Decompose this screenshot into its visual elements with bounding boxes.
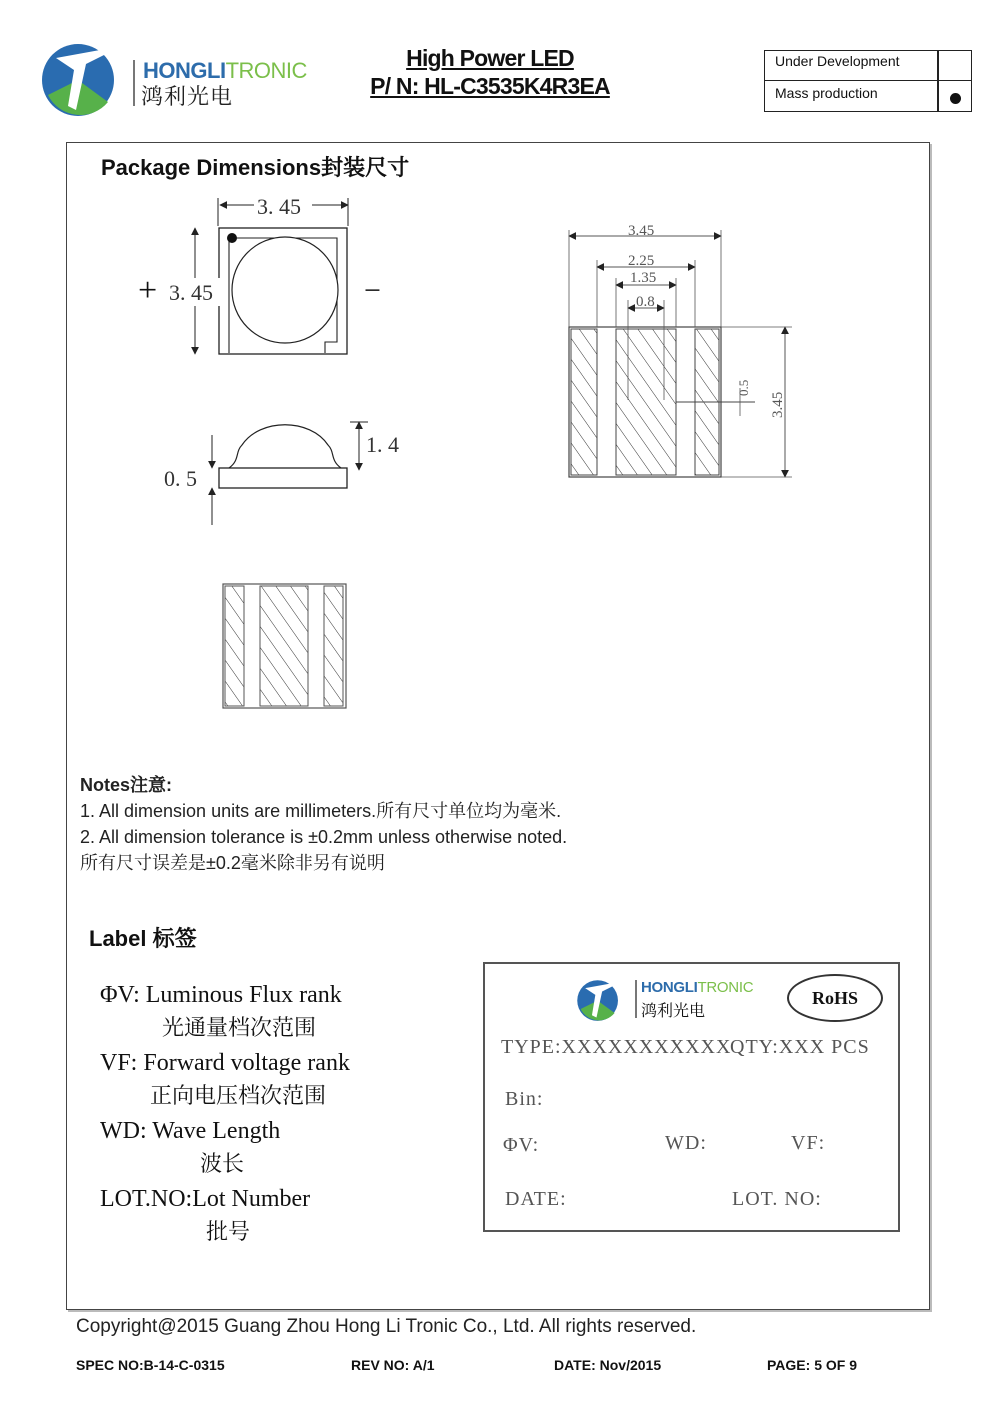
label-legend xyxy=(100,978,350,1250)
label-qty: QTY:XXX PCS xyxy=(730,1036,870,1058)
copyright: Copyright@2015 Guang Zhou Hong Li Tronic Co., Ltd. All rights reserved. xyxy=(76,1316,697,1337)
base-height-label: 0. 5 xyxy=(164,466,197,491)
brand-name: HONGLITRONIC xyxy=(143,58,307,83)
legend-item-en: LOT.NO:Lot Number xyxy=(100,1186,311,1212)
label-bin: Bin: xyxy=(505,1088,544,1110)
selected-status-dot-icon xyxy=(950,93,961,104)
legend-item-cn: 正向电压档次范围 xyxy=(150,1084,327,1109)
bottom-view-small xyxy=(223,584,346,708)
note-line-1: 1. All dimension units are millimeters.所有尺寸单位均为毫米. xyxy=(80,801,562,821)
logo-divider xyxy=(133,60,135,106)
center-pad-label: 0.8 xyxy=(636,294,655,310)
label-brand-name-cn: 鸿利光电 xyxy=(641,1001,706,1020)
document-title xyxy=(340,44,640,100)
label-type: TYPE:XXXXXXXXXXX xyxy=(501,1036,732,1058)
label-logo-icon xyxy=(575,972,627,1028)
gap-label: 0.5 xyxy=(736,379,751,396)
status-divider xyxy=(937,51,939,111)
legend-item-cn: 批号 xyxy=(206,1220,251,1245)
bottom-height-label: 3.45 xyxy=(770,391,786,418)
cathode-minus-sign: − xyxy=(364,274,381,307)
note-line-2: 2. All dimension tolerance is ±0.2mm unless otherwise noted. xyxy=(80,827,568,847)
rohs-badge: RoHS xyxy=(787,974,883,1022)
document-date: DATE: Nov/2015 xyxy=(554,1357,662,1373)
sample-label xyxy=(483,962,900,1232)
legend-item-en: WD: Wave Length xyxy=(100,1118,281,1144)
label-brand-name: HONGLITRONIC xyxy=(641,979,754,996)
brand-name-cn: 鸿利光电 xyxy=(141,85,234,110)
bottom-view-dimensioned xyxy=(569,223,792,477)
label-vf: VF: xyxy=(791,1132,826,1154)
part-number: P/ N: HL-C3535K4R3EA xyxy=(370,73,610,99)
status-table xyxy=(764,50,972,112)
status-under-development: Under Development xyxy=(765,51,971,81)
top-height-label: 3. 45 xyxy=(169,280,213,305)
package-dimension-drawings xyxy=(130,190,850,730)
status-mass-production: Mass production xyxy=(775,85,878,101)
legend-item-en: ΦV: Luminous Flux rank xyxy=(100,982,342,1008)
dome-height-label: 1. 4 xyxy=(366,432,399,457)
top-width-label: 3. 45 xyxy=(257,194,301,219)
legend-item-cn: 波长 xyxy=(200,1152,245,1177)
notes-heading: Notes注意: xyxy=(80,775,173,795)
notes-section xyxy=(80,772,567,876)
side-view xyxy=(164,422,399,525)
bottom-width-label: 3.45 xyxy=(628,223,655,239)
label-wd: WD: xyxy=(665,1132,707,1154)
spec-number: SPEC NO:B-14-C-0315 xyxy=(76,1357,225,1373)
label-logo-divider xyxy=(635,980,637,1018)
pad-span-label: 2.25 xyxy=(628,253,655,269)
top-view xyxy=(138,192,381,354)
legend-item-cn: 光通量档次范围 xyxy=(162,1016,317,1041)
company-logo-icon xyxy=(38,40,130,118)
anode-plus-sign: + xyxy=(138,272,158,309)
note-line-3: 所有尺寸误差是±0.2毫米除非另有说明 xyxy=(80,853,385,873)
revision-number: REV NO: A/1 xyxy=(351,1357,435,1373)
package-dimensions-title: Package Dimensions封装尺寸 xyxy=(101,155,410,180)
page-number: PAGE: 5 OF 9 xyxy=(767,1357,857,1373)
label-phiv: ΦV: xyxy=(503,1134,540,1156)
label-section-title: Label 标签 xyxy=(89,926,197,951)
label-date: DATE: xyxy=(505,1188,567,1210)
pad-inner-label: 1.35 xyxy=(630,270,657,286)
label-lot-no: LOT. NO: xyxy=(732,1188,822,1210)
legend-item-en: VF: Forward voltage rank xyxy=(100,1050,350,1076)
product-title: High Power LED xyxy=(406,45,574,71)
